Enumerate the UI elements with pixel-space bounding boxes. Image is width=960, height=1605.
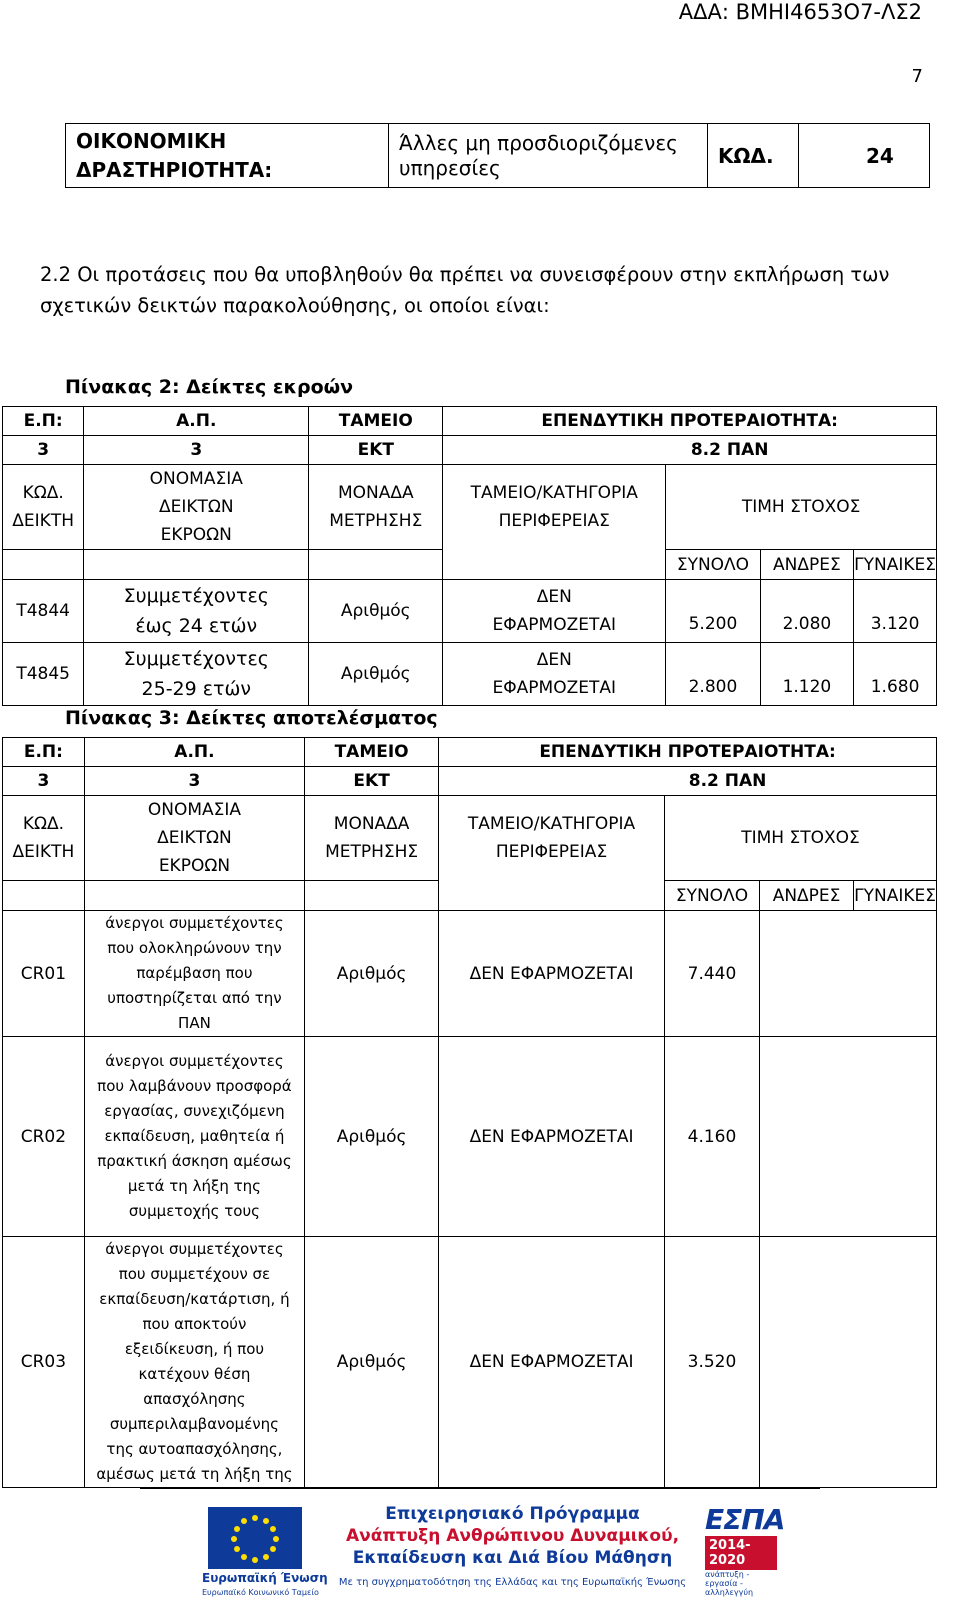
t3-head-fund: ΤΑΜΕΙΟ	[305, 738, 439, 767]
t2-r1-fund: ΔΕΝ ΕΦΑΡΜΟΖΕΤΑΙ	[443, 580, 666, 643]
t3-sub-men: ΑΝΔΡΕΣ	[760, 881, 854, 911]
activity-code: 24	[799, 124, 930, 188]
t3-r2-unit: Αριθμός	[305, 1037, 439, 1237]
t3-r3-code: CR03	[3, 1237, 85, 1488]
t2-head-ap: Α.Π.	[84, 407, 309, 436]
t2-r2-fund: ΔΕΝ ΕΦΑΡΜΟΖΕΤΑΙ	[443, 643, 666, 706]
table-row	[3, 580, 937, 643]
t2-r2-code: T4845	[3, 643, 84, 706]
t3-r2-code: CR02	[3, 1037, 85, 1237]
t3-col-name: ΟΝΟΜΑΣΙΑ ΔΕΙΚΤΩΝ ΕΚΡΟΩΝ	[84, 796, 304, 881]
t2-col-code: ΚΩΔ. ΔΕΙΚΤΗ	[3, 465, 84, 550]
t3-r1-fund: ΔΕΝ ΕΦΑΡΜΟΖΕΤΑΙ	[439, 911, 665, 1037]
t3-priority-value: 8.2 ΠΑΝ	[439, 767, 937, 796]
t3-col-fund: ΤΑΜΕΙΟ/ΚΑΤΗΓΟΡΙΑ ΠΕΡΙΦΕΡΕΙΑΣ	[439, 796, 665, 881]
programme-line-4: Με τη συγχρηματοδότηση της Ελλάδας και της Ευρωπαϊκής Ένωσης	[338, 1577, 687, 1588]
espa-logo	[705, 1503, 785, 1597]
t3-r3-name: άνεργοι συμμετέχοντες που συμμετέχουν σε εκπαίδευση/κατάρτιση, ή που αποκτούν εξειδίκευση, ή που κατέχουν θέση απασχόλησης συμπεριλαμβανομένης της αυτοαπασχόλησης, αμέσως μετά τη λήξη της	[84, 1237, 304, 1488]
t3-r1-code: CR01	[3, 911, 85, 1037]
eu-label: Ευρωπαϊκή Ένωση	[202, 1571, 328, 1585]
t3-r3-fund: ΔΕΝ ΕΦΑΡΜΟΖΕΤΑΙ	[439, 1237, 665, 1488]
result-indicators-table	[2, 737, 937, 1488]
t2-r2-men: 1.120	[760, 643, 853, 706]
t2-col-target: ΤΙΜΗ ΣΤΟΧΟΣ	[666, 465, 937, 550]
espa-title: ΕΣΠΑ	[705, 1503, 785, 1536]
t3-r1-unit: Αριθμός	[305, 911, 439, 1037]
t3-r2-total: 4.160	[664, 1037, 759, 1237]
t2-r1-men: 2.080	[760, 580, 853, 643]
intro-paragraph: 2.2 Οι προτάσεις που θα υποβληθούν θα πρέπει να συνεισφέρουν στην εκπλήρωση των σχετικών δεικτών παρακολούθησης, οι οποίοι είναι:	[40, 263, 890, 317]
t2-r1-total: 5.200	[666, 580, 760, 643]
t3-r2-fund: ΔΕΝ ΕΦΑΡΜΟΖΕΤΑΙ	[439, 1037, 665, 1237]
t2-head-priority: ΕΠΕΝΔΥΤΙΚΗ ΠΡΟΤΕΡΑΙΟΤΗΤΑ:	[443, 407, 937, 436]
t3-r3-total: 3.520	[664, 1237, 759, 1488]
output-indicators-table	[2, 406, 937, 706]
t2-r1-unit: Αριθμός	[309, 580, 443, 643]
t2-col-fund: ΤΑΜΕΙΟ/ΚΑΤΗΓΟΡΙΑ ΠΕΡΙΦΕΡΕΙΑΣ	[443, 465, 666, 550]
programme-line-1: Επιχειρησιακό Πρόγραμμα	[385, 1504, 640, 1524]
ada-identifier: ΑΔΑ: ΒΜΗΙ4653Ο7-ΛΣ2	[678, 0, 922, 24]
t3-head-ap: Α.Π.	[84, 738, 304, 767]
t2-sub-men: ΑΝΔΡΕΣ	[760, 550, 853, 580]
table-row	[3, 911, 937, 1037]
t2-r2-total: 2.800	[666, 643, 760, 706]
table-row	[3, 1237, 937, 1488]
t3-r1-name: άνεργοι συμμετέχοντες που ολοκληρώνουν την παρέμβαση που υποστηρίζεται από την ΠΑΝ	[84, 911, 304, 1037]
t2-col-name: ΟΝΟΜΑΣΙΑ ΔΕΙΚΤΩΝ ΕΚΡΟΩΝ	[84, 465, 309, 550]
t2-r1-name: Συμμετέχοντες έως 24 ετών	[84, 580, 309, 643]
espa-years: 2014-2020	[705, 1536, 777, 1570]
t2-ap-value: 3	[84, 436, 309, 465]
programme-logo	[335, 1503, 690, 1591]
t2-sub-women: ΓΥΝΑΙΚΕΣ	[854, 550, 937, 580]
t2-ep-value: 3	[3, 436, 84, 465]
t3-fund-value: ΕΚΤ	[305, 767, 439, 796]
table2-caption: Πίνακας 2: Δείκτες εκροών	[65, 376, 354, 398]
table-row	[3, 643, 937, 706]
t3-ap-value: 3	[84, 767, 304, 796]
activity-table	[65, 123, 930, 188]
espa-subtitle: ανάπτυξη - εργασία - αλληλεγγύη	[705, 1570, 754, 1597]
t2-col-unit: ΜΟΝΑΔΑ ΜΕΤΡΗΣΗΣ	[309, 465, 443, 550]
t2-r2-name: Συμμετέχοντες 25-29 ετών	[84, 643, 309, 706]
t3-ep-value: 3	[3, 767, 85, 796]
t2-head-fund: ΤΑΜΕΙΟ	[309, 407, 443, 436]
eu-fund-label: Ευρωπαϊκό Κοινωνικό Ταμείο	[202, 1588, 319, 1597]
t2-priority-value: 8.2 ΠΑΝ	[443, 436, 937, 465]
programme-line-2: Ανάπτυξη Ανθρώπινου Δυναμικού,	[345, 1526, 680, 1546]
activity-value: Άλλες μη προσδιοριζόμενες υπηρεσίες	[389, 124, 708, 188]
eu-flag-icon	[208, 1507, 302, 1569]
t3-sub-total: ΣΥΝΟΛΟ	[664, 881, 759, 911]
table-row	[3, 1037, 937, 1237]
t2-r1-women: 3.120	[854, 580, 937, 643]
programme-line-3: Εκπαίδευση και Διά Βίου Μάθηση	[352, 1548, 673, 1568]
t3-r2-name: άνεργοι συμμετέχοντες που λαμβάνουν προσφορά εργασίας, συνεχιζόμενη εκπαίδευση, μαθητεία ή πρακτική άσκηση αμέσως μετά τη λήξη της συμμετοχής τους	[84, 1037, 304, 1237]
t2-r2-unit: Αριθμός	[309, 643, 443, 706]
t2-r1-code: T4844	[3, 580, 84, 643]
page-number: 7	[911, 66, 923, 87]
t3-head-ep: Ε.Π:	[3, 738, 85, 767]
footer-divider	[140, 1488, 820, 1489]
t3-sub-women: ΓΥΝΑΙΚΕΣ	[854, 881, 937, 911]
t2-r2-women: 1.680	[854, 643, 937, 706]
table3-caption: Πίνακας 3: Δείκτες αποτελέσματος	[65, 707, 438, 729]
t3-head-priority: ΕΠΕΝΔΥΤΙΚΗ ΠΡΟΤΕΡΑΙΟΤΗΤΑ:	[439, 738, 937, 767]
activity-label: ΟΙΚΟΝΟΜΙΚΗ ΔΡΑΣΤΗΡΙΟΤΗΤΑ:	[66, 124, 389, 188]
t3-r3-unit: Αριθμός	[305, 1237, 439, 1488]
activity-code-label: ΚΩΔ.	[708, 124, 799, 188]
t3-r1-total: 7.440	[664, 911, 759, 1037]
t2-head-ep: Ε.Π:	[3, 407, 84, 436]
t2-sub-total: ΣΥΝΟΛΟ	[666, 550, 760, 580]
t3-col-target: ΤΙΜΗ ΣΤΟΧΟΣ	[664, 796, 936, 881]
t2-fund-value: ΕΚΤ	[309, 436, 443, 465]
t3-col-unit: ΜΟΝΑΔΑ ΜΕΤΡΗΣΗΣ	[305, 796, 439, 881]
t3-col-code: ΚΩΔ. ΔΕΙΚΤΗ	[3, 796, 85, 881]
